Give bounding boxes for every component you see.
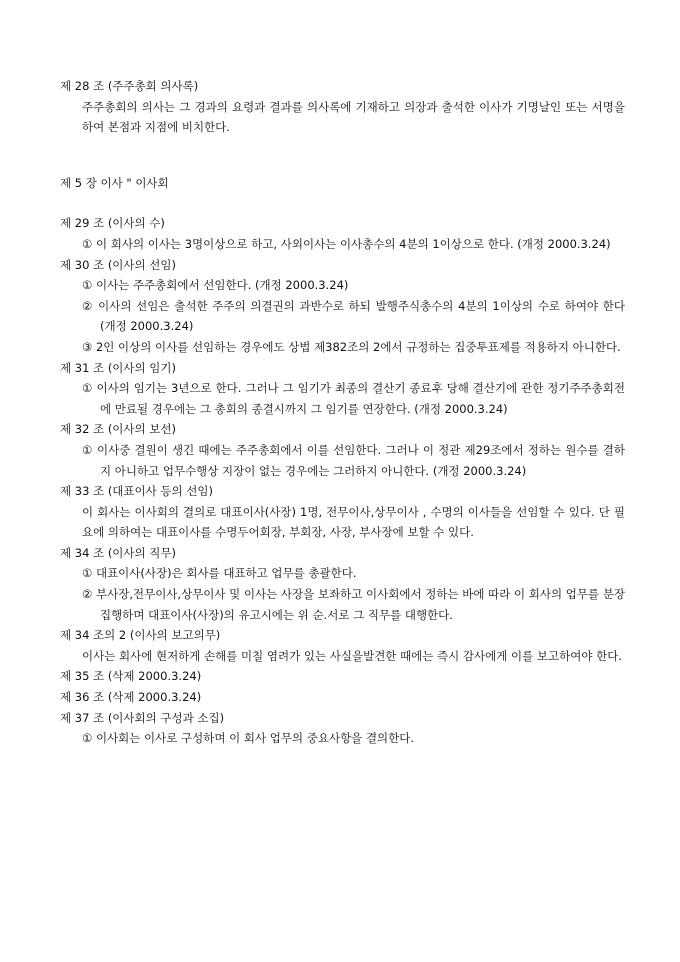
article-34-2-body: 이사는 회사에 현저하게 손해를 미칠 염려가 있는 사실을발견한 때에는 즉시 감사에게 이를 보고하여야 한다. bbox=[82, 648, 622, 663]
article-32-item-1: ① 이사중 결원이 생긴 때에는 주주총회에서 이를 선임한다. 그러나 이 정관 제29조에서 정하는 원수를 결하지 아니하고 업무수행상 지장이 없는 경우에는 그러하지 아니한다. (개정 2000.3.24) bbox=[82, 442, 625, 478]
article-33-heading: 제 33 조 (대표이사 등의 선임) bbox=[60, 484, 213, 499]
chapter-5-title: 제 5 장 이사 " 이사회 bbox=[60, 175, 169, 190]
article-31-heading: 제 31 조 (이사의 임기) bbox=[60, 360, 176, 375]
document-page bbox=[60, 76, 625, 749]
article-37-item-1: ① 이사회는 이사로 구성하며 이 회사 업무의 중요사항을 결의한다. bbox=[82, 731, 415, 746]
article-28-body: 주주총회의 의사는 그 경과의 요령과 결과를 의사록에 기재하고 의장과 출석한 이사가 기명날인 또는 서명을 하여 본점과 지점에 비치한다. bbox=[82, 99, 625, 135]
article-33-body: 이 회사는 이사회의 결의로 대표이사(사장) 1명, 전무이사,상무이사 , 수명의 이사들을 선임할 수 있다. 단 필요에 의하여는 대표이사를 수명두어회장, 부회장, 사장, 부사장에 보할 수 있다. bbox=[82, 504, 625, 540]
article-34-heading: 제 34 조 (이사의 직무) bbox=[60, 545, 176, 560]
article-34-2-heading: 제 34 조의 2 (이사의 보고의무) bbox=[60, 628, 221, 643]
article-29-item-1: ① 이 회사의 이사는 3명이상으로 하고, 사외이사는 이사총수의 4분의 1이상으로 한다. (개정 2000.3.24) bbox=[82, 236, 611, 251]
article-36-heading: 제 36 조 (삭제 2000.3.24) bbox=[60, 690, 202, 705]
article-28-heading: 제 28 조 (주주총회 의사록) bbox=[60, 79, 199, 93]
article-30-item-3: ③ 2인 이상의 이사를 선임하는 경우에도 상법 제382조의 2에서 규정하는 집중투표제를 적용하지 아니한다. bbox=[82, 339, 621, 354]
article-30-item-2: ② 이사의 선임은 출석한 주주의 의결권의 과반수로 하되 발행주식총수의 4분의 1이상의 수로 하여야 한다 (개정 2000.3.24) bbox=[82, 298, 625, 334]
article-34-item-1: ① 대표이사(사장)은 회사를 대표하고 업무를 총괄한다. bbox=[82, 566, 357, 581]
article-32-heading: 제 32 조 (이사의 보선) bbox=[60, 422, 176, 437]
article-30-item-1: ① 이사는 주주총회에서 선임한다. (개정 2000.3.24) bbox=[82, 278, 349, 293]
article-37-heading: 제 37 조 (이사회의 구성과 소집) bbox=[60, 710, 225, 725]
article-31-item-1: ① 이사의 임기는 3년으로 한다. 그러나 그 임기가 최종의 결산기 종료후 당해 결산기에 관한 정기주주총회전에 만료될 경우에는 그 총회의 종결시까지 그 임기를 연장한다. (개정 2000.3.24) bbox=[82, 381, 625, 416]
article-29-heading: 제 29 조 (이사의 수) bbox=[60, 216, 165, 231]
article-30-heading: 제 30 조 (이사의 선임) bbox=[60, 257, 176, 272]
article-34-item-2: ② 부사장,전무이사,상무이사 및 이사는 사장을 보좌하고 이사회에서 정하는 바에 따라 이 회사의 업무를 분장 집행하며 대표이사(사장)의 유고시에는 위 순.서로 그 직무를 대행한다. bbox=[82, 587, 625, 622]
article-35-heading: 제 35 조 (삭제 2000.3.24) bbox=[60, 669, 202, 684]
